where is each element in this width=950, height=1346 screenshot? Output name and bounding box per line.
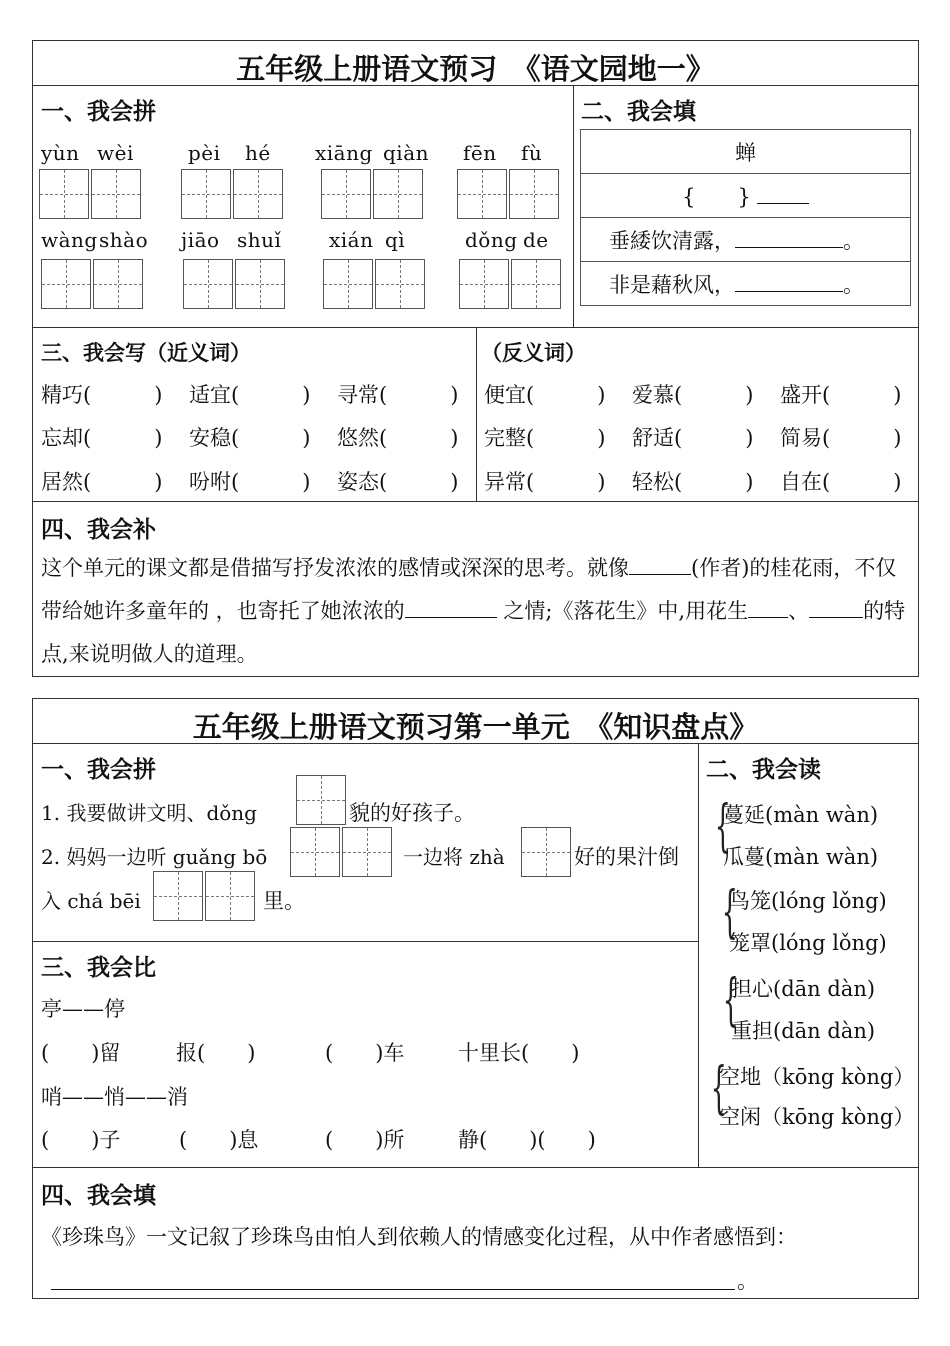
sentence-text: 里。 bbox=[263, 889, 305, 913]
section-heading: 二、我会填 bbox=[581, 99, 696, 125]
writing-grid[interactable] bbox=[153, 871, 257, 921]
pinyin: fù bbox=[521, 141, 543, 165]
period: 。 bbox=[843, 272, 864, 297]
poem-line-text: 非是藉秋风， bbox=[609, 272, 735, 297]
reading-word: 鸟笼(lóng lǒng) bbox=[729, 889, 887, 913]
antonym-item: 盛开( ) bbox=[780, 383, 902, 407]
pinyin: wàng bbox=[41, 228, 98, 252]
fill-blank[interactable] bbox=[748, 597, 788, 618]
comparison-item: ( )子 bbox=[41, 1128, 121, 1152]
poem-dynasty: { } bbox=[682, 184, 751, 209]
comparison-group: 亭——停 bbox=[41, 997, 125, 1021]
writing-grid[interactable] bbox=[459, 259, 563, 309]
pinyin: pèi bbox=[188, 141, 221, 165]
reading-word: 空闲（kōng kòng） bbox=[719, 1105, 915, 1129]
writing-grid[interactable] bbox=[183, 259, 287, 309]
comparison-item: ( )留 bbox=[41, 1041, 121, 1065]
writing-grid[interactable] bbox=[296, 775, 348, 825]
writing-grid[interactable] bbox=[181, 169, 285, 219]
sentence-text: 一边将 zhà bbox=[403, 845, 505, 869]
paragraph-text: 的特点,来说明做人的道理。 bbox=[41, 599, 906, 666]
poem-line bbox=[581, 262, 911, 306]
brace-icon: { bbox=[722, 968, 739, 1033]
writing-grid[interactable] bbox=[323, 259, 427, 309]
worksheet-2 bbox=[32, 698, 919, 1299]
brace-icon: { bbox=[721, 880, 738, 945]
question-text: 《珍珠鸟》一文记叙了珍珠鸟由怕人到依赖人的情感变化过程，从中作者感悟到： bbox=[41, 1225, 797, 1249]
page-title: 五年级上册语文预习第一单元 《知识盘点》 bbox=[192, 710, 759, 744]
divider bbox=[33, 941, 698, 942]
answer-line[interactable] bbox=[51, 1271, 735, 1290]
writing-grid[interactable] bbox=[41, 259, 145, 309]
writing-grid[interactable] bbox=[321, 169, 425, 219]
comparison-item: ( )息 bbox=[179, 1128, 259, 1152]
pinyin: qì bbox=[385, 228, 406, 252]
section-heading: （反义词） bbox=[481, 341, 586, 365]
writing-grid[interactable] bbox=[457, 169, 561, 219]
section-heading: 一、我会拼 bbox=[41, 99, 156, 125]
fill-blank[interactable] bbox=[809, 597, 863, 618]
poem-blank[interactable] bbox=[735, 227, 843, 248]
comparison-item: 十里长( ) bbox=[458, 1041, 580, 1065]
comparison-group: 哨——悄——消 bbox=[41, 1085, 188, 1109]
writing-grid[interactable] bbox=[39, 169, 143, 219]
paragraph-text: 之情;《落花生》中,用花生 bbox=[496, 599, 749, 623]
pinyin: fēn bbox=[463, 141, 497, 165]
reading-word: 重担(dān dàn) bbox=[731, 1019, 876, 1043]
comparison-item: 静( )( ) bbox=[458, 1128, 596, 1152]
pinyin: de bbox=[523, 228, 549, 252]
synonym-item: 忘却( ) bbox=[41, 426, 163, 450]
pinyin: wèi bbox=[97, 141, 134, 165]
pinyin: qiàn bbox=[383, 141, 430, 165]
antonym-item: 爱慕( ) bbox=[632, 383, 754, 407]
period: 。 bbox=[843, 228, 864, 253]
comparison-item: 报( ) bbox=[176, 1041, 256, 1065]
synonym-item: 精巧( ) bbox=[41, 383, 163, 407]
pinyin: yùn bbox=[41, 141, 80, 165]
section-heading: 四、我会补 bbox=[41, 517, 156, 543]
writing-grid[interactable] bbox=[521, 827, 573, 877]
pinyin: xiāng bbox=[315, 141, 373, 165]
sentence-text: 貌的好孩子。 bbox=[349, 801, 475, 825]
synonym-item: 寻常( ) bbox=[337, 383, 459, 407]
divider bbox=[33, 501, 918, 502]
antonym-item: 便宜( ) bbox=[484, 383, 606, 407]
period: 。 bbox=[737, 1269, 758, 1293]
reading-word: 空地（kōng kòng） bbox=[719, 1065, 915, 1089]
pinyin: jiāo bbox=[181, 228, 220, 252]
fill-blank[interactable] bbox=[405, 597, 497, 618]
antonym-item: 完整( ) bbox=[484, 426, 606, 450]
divider bbox=[33, 1167, 918, 1168]
fill-blank[interactable] bbox=[629, 554, 691, 575]
pinyin: shuǐ bbox=[237, 228, 282, 252]
poem-blank[interactable] bbox=[735, 271, 843, 292]
pinyin: hé bbox=[245, 141, 271, 165]
reading-word: 蔓延(màn wàn) bbox=[723, 803, 879, 827]
section-heading: 三、我会写（近义词） bbox=[41, 341, 251, 365]
brace-icon: { bbox=[710, 1056, 727, 1121]
antonym-item: 异常( ) bbox=[484, 470, 606, 494]
poem-table bbox=[580, 129, 911, 306]
synonym-item: 安稳( ) bbox=[189, 426, 311, 450]
paragraph-text: (作者)的桂花雨，不仅带给她许多童年的 ，也寄托了她浓浓的 bbox=[41, 556, 897, 623]
brace-icon: { bbox=[714, 794, 731, 859]
comparison-item: ( )所 bbox=[325, 1128, 405, 1152]
pinyin: xián bbox=[329, 228, 374, 252]
poem-line bbox=[581, 218, 911, 262]
synonym-item: 吩咐( ) bbox=[189, 470, 311, 494]
synonym-item: 悠然( ) bbox=[337, 426, 459, 450]
paragraph-text: 、 bbox=[788, 599, 810, 623]
poem-author-row bbox=[581, 174, 911, 218]
antonym-item: 轻松( ) bbox=[632, 470, 754, 494]
section-heading: 一、我会拼 bbox=[41, 757, 156, 783]
section-heading: 四、我会填 bbox=[41, 1183, 156, 1209]
divider bbox=[33, 743, 918, 744]
divider bbox=[33, 85, 918, 86]
reading-word: 笼罩(lóng lǒng) bbox=[729, 931, 887, 955]
paragraph-text: 这个单元的课文都是借描写抒发浓浓的感情或深深的思考。就像 bbox=[41, 556, 629, 580]
divider bbox=[573, 85, 574, 327]
comparison-item: ( )车 bbox=[325, 1041, 405, 1065]
divider bbox=[698, 743, 699, 1167]
worksheet-1 bbox=[32, 40, 919, 677]
synonym-item: 姿态( ) bbox=[337, 470, 459, 494]
reading-word: 瓜蔓(màn wàn) bbox=[723, 845, 879, 869]
writing-grid[interactable] bbox=[290, 827, 394, 877]
antonym-item: 简易( ) bbox=[780, 426, 902, 450]
antonym-item: 自在( ) bbox=[780, 470, 902, 494]
author-blank[interactable] bbox=[757, 183, 809, 204]
poem-line-text: 垂緌饮清露， bbox=[609, 228, 735, 253]
antonym-item: 舒适( ) bbox=[632, 426, 754, 450]
fill-paragraph bbox=[41, 547, 916, 676]
sentence-text: 2. 妈妈一边听 guǎng bō bbox=[41, 845, 268, 869]
section-heading: 三、我会比 bbox=[41, 955, 156, 981]
synonym-item: 居然( ) bbox=[41, 470, 163, 494]
page-title: 五年级上册语文预习 《语文园地一》 bbox=[236, 52, 715, 86]
synonym-item: 适宜( ) bbox=[189, 383, 311, 407]
reading-word: 担心(dān dàn) bbox=[731, 977, 876, 1001]
sentence-text: 1. 我要做讲文明、dǒng bbox=[41, 801, 257, 825]
divider bbox=[476, 327, 477, 501]
sentence-text: 好的果汁倒 bbox=[574, 845, 679, 869]
sentence-text: 入 chá bēi bbox=[41, 889, 141, 913]
section-heading: 二、我会读 bbox=[706, 757, 821, 783]
poem-title: 蝉 bbox=[581, 130, 911, 174]
pinyin: dǒng bbox=[465, 228, 518, 252]
pinyin: shào bbox=[99, 228, 149, 252]
